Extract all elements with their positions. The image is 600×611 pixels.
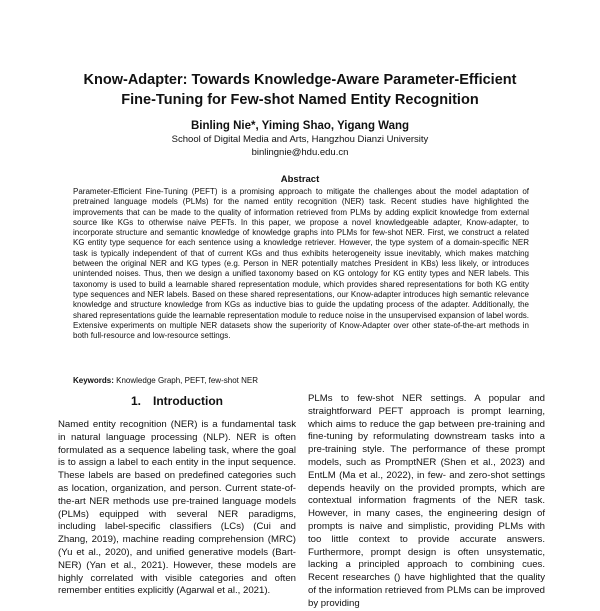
author-list: Binling Nie*, Yiming Shao, Yigang Wang xyxy=(190,120,410,132)
section-number: 1. xyxy=(131,394,142,408)
keywords xyxy=(73,376,529,386)
abstract-heading: Abstract xyxy=(280,174,320,185)
affiliation: School of Digital Media and Arts, Hangzhou Dianzi University xyxy=(171,134,429,145)
paper-title xyxy=(40,70,560,110)
paper-title-line-2: Fine-Tuning for Few-shot Named Entity Recognition xyxy=(121,92,479,108)
paper-title-line-1: Know-Adapter: Towards Knowledge-Aware Parameter-Efficient xyxy=(83,72,517,88)
section-heading-introduction xyxy=(58,394,296,409)
keywords-label: Keywords: xyxy=(73,376,114,385)
intro-right-column: PLMs to few-shot NER settings. A popular and straightforward PEFT approach is prompt learning, which aims to reduce the gap between pre-training and fine-tuning by reformulating downstream tasks into a pre-training style. The performance of these prompt models, such as PromptNER (Shen et al., 2023) and EntLM (Ma et al., 2022), in few- and zero-shot settings depends heavily on the provided prompts, which are contextual information fragments of the NER task. However, in many cases, the engineering design of prompts is naive and simplistic, providing PLMs with too little context to provide accurate answers. Furthermore, prompt design is often unsystematic, lacking a principled approach to combining cues. Recent researches () have highlighted that the quality of the information retrieved from PLMs can be improved by providing xyxy=(308,393,545,609)
section-title: Introduction xyxy=(153,394,223,408)
keywords-text: Knowledge Graph, PEFT, few-shot NER xyxy=(116,376,258,385)
intro-left-column: Named entity recognition (NER) is a fundamental task in natural language processing (NLP). NER is often formulated as a sequence labeling task, where the goal is to assign a label to each entity in the input sequence. These labels are based on predefined categories such as location, organization, and person. Current state-of-the-art NER methods use pre-trained language models (PLMs) equipped with several NER paradigms, including label-specific classifiers (LCs) (Cui and Zhang, 2019), machine reading comprehension (MRC) (Yu et al., 2020), and unified generative models (Bart-NER) (Yan et al., 2021). However, these models are highly correlated with visible categories and often remember entities explicitly (Agarwal et al., 2021). xyxy=(58,419,296,597)
abstract-text: Parameter-Efficient Fine-Tuning (PEFT) is a promising approach to mitigate the challenges about the model adaptation of pretrained language models (PLMs) for the named entity recognition (NER) task. Recent studies have highlighted the improvements that can be made to the quality of information retrieved from PLMs by adding explicit knowledge from external source like KGs to otherwise naive PEFTs. In this paper, we propose a novel knowledgeable adapter, Know-adapter, to incorporate structure and semantic knowledge of knowledge graphs into PLMs for few-shot NER. First, we construct a related KG entity type sequence for each sentence using a knowledge retriever. However, the type system of a domain-specific NER task is typically independent of that of current KGs and thus exhibits heterogeneity issue inevitably, which makes matching between the original NER and KG types (e.g. Person in NER potentially matches President in KBs) less likely, or introduces unintended noises. Thus, then we design a unified taxonomy based on KG ontology for KG entity types and NER labels. This taxonomy is used to build a learnable shared representation module, which provides shared representations for both KG entity type sequences and NER labels. Based on these shared representations, our Know-adapter introduces high semantic relevance knowledge and structure knowledge from KGs as inductive bias to guide the updating process of the adapter. Additionally, the shared representations guide the learnable representation module to reduce noise in the unsupervised expansion of label words. Extensive experiments on multiple NER datasets show the superiority of Know-Adapter over other state-of-the-art methods in both full-resource and low-resource settings. xyxy=(73,187,529,341)
author-email: binlingnie@hdu.edu.cn xyxy=(251,147,349,158)
